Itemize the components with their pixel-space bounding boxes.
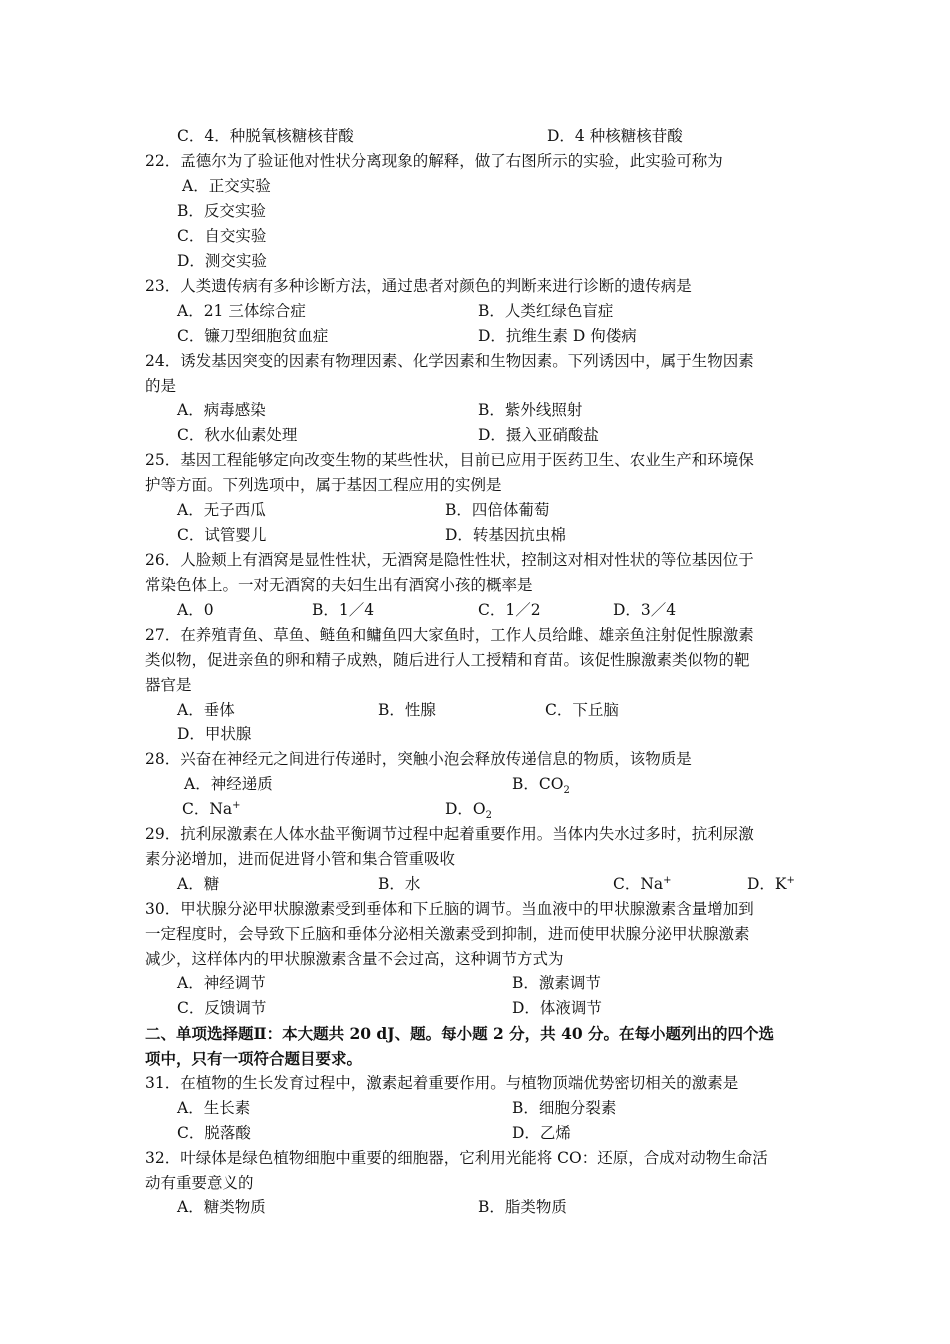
q27-option-b: B．性腺	[378, 701, 436, 719]
q26-option-b: B．1／4	[312, 601, 375, 619]
q30-option-c: C．反馈调节	[177, 999, 267, 1017]
q21-option-c: C．4．种脱氧核糖核苷酸	[177, 127, 354, 145]
q23-option-c: C．镰刀型细胞贫血症	[177, 327, 329, 345]
q29-stem-line1: 29．抗利尿激素在人体水盐平衡调节过程中起着重要作用。当体内失水过多时，抗利尿激	[145, 825, 754, 843]
q29-option-b: B．水	[378, 875, 421, 893]
q24-stem-line1: 24．诱发基因突变的因素有物理因素、化学因素和生物因素。下列诱因中，属于生物因素	[145, 352, 754, 370]
q24-stem-line2: 的是	[145, 377, 177, 395]
q26-option-d: D．3／4	[613, 601, 677, 619]
q26-option-a: A．0	[177, 601, 214, 619]
q25-stem-line2: 护等方面。下列选项中，属于基因工程应用的实例是	[145, 476, 502, 494]
q29-option-d: D．K+	[747, 874, 795, 893]
q30-option-b: B．激素调节	[512, 974, 601, 992]
q25-option-d: D．转基因抗虫棉	[445, 526, 566, 544]
q32-stem-line1: 32．叶绿体是绿色植物细胞中重要的细胞器，它利用光能将 CO：还原，合成对动物生命活	[145, 1149, 768, 1167]
q24-option-b: B．紫外线照射	[478, 401, 583, 419]
q22-option-c: C．自交实验	[177, 227, 267, 245]
q23-option-d: D．抗维生素 D 佝偻病	[478, 327, 637, 345]
q30-stem-line1: 30．甲状腺分泌甲状腺激素受到垂体和下丘脑的调节。当血液中的甲状腺激素含量增加到	[145, 900, 754, 918]
q22-stem: 22．孟德尔为了验证他对性状分离现象的解释，做了右图所示的实验，此实验可称为	[145, 152, 723, 170]
q25-option-c: C．试管婴儿	[177, 526, 267, 544]
q27-option-a: A．垂体	[177, 701, 235, 719]
q31-option-d: D．乙烯	[512, 1124, 571, 1142]
q28-option-b: B．$CO_2$	[512, 775, 570, 797]
q30-option-d: D．体液调节	[512, 999, 602, 1017]
q30-stem-line2: 一定程度时，会导致下丘脑和垂体分泌相关激素受到抑制，进而使甲状腺分泌甲状腺激素	[145, 925, 750, 943]
q27-stem-line3: 器官是	[145, 676, 192, 694]
q28-option-a: A．神经递质	[184, 775, 273, 793]
q22-option-b: B．反交实验	[177, 202, 266, 220]
q31-option-b: B．细胞分裂素	[512, 1099, 617, 1117]
q28-option-d: D．$O_2$	[445, 800, 493, 822]
q27-stem-line1: 27．在养殖青鱼、草鱼、鲢鱼和鳙鱼四大家鱼时，工作人员给雌、雄亲鱼注射促性腺激素	[145, 626, 754, 644]
q31-stem: 31．在植物的生长发育过程中，激素起着重要作用。与植物顶端优势密切相关的激素是	[145, 1074, 739, 1092]
q27-option-d: D．甲状腺	[177, 725, 252, 743]
q26-stem-line2: 常染色体上。一对无酒窝的夫妇生出有酒窝小孩的概率是	[145, 576, 533, 594]
q21-option-d: D．4 种核糖核苷酸	[547, 127, 683, 145]
q31-option-c: C．脱落酸	[177, 1124, 251, 1142]
q32-option-a: A．糖类物质	[177, 1198, 266, 1216]
q26-stem-line1: 26．人脸颊上有酒窝是显性性状，无酒窝是隐性性状，控制这对相对性状的等位基因位于	[145, 551, 754, 569]
q25-option-b: B．四倍体葡萄	[445, 501, 550, 519]
q22-option-d: D．测交实验	[177, 252, 267, 270]
q30-option-a: A．神经调节	[177, 974, 266, 992]
q25-option-a: A．无子西瓜	[177, 501, 266, 519]
q23-stem: 23．人类遗传病有多种诊断方法，通过患者对颜色的判断来进行诊断的遗传病是	[145, 277, 692, 295]
q32-option-b: B．脂类物质	[478, 1198, 567, 1216]
q24-option-c: C．秋水仙素处理	[177, 426, 298, 444]
q28-option-c: C．Na+	[182, 799, 241, 818]
q29-option-a: A．糖	[177, 875, 220, 893]
q30-stem-line3: 减少，这样体内的甲状腺激素含量不会过高，这种调节方式为	[145, 950, 564, 968]
q29-option-c: C．Na+	[613, 874, 672, 893]
section-2-heading-line2: 项中，只有一项符合题目要求。	[145, 1049, 363, 1068]
q24-option-d: D．摄入亚硝酸盐	[478, 426, 599, 444]
q27-stem-line2: 类似物，促进亲鱼的卵和精子成熟，随后进行人工授精和育苗。该促性腺激素类似物的靶	[145, 651, 750, 669]
q23-option-b: B．人类红绿色盲症	[478, 302, 614, 320]
q26-option-c: C．1／2	[478, 601, 541, 619]
q25-stem-line1: 25．基因工程能够定向改变生物的某些性状，目前已应用于医药卫生、农业生产和环境保	[145, 451, 754, 469]
q32-stem-line2: 动有重要意义的	[145, 1174, 254, 1192]
q28-stem: 28．兴奋在神经元之间进行传递时，突触小泡会释放传递信息的物质，该物质是	[145, 750, 692, 768]
q23-option-a: A．21 三体综合症	[177, 302, 306, 320]
q31-option-a: A．生长素	[177, 1099, 251, 1117]
q22-option-a: A．正交实验	[182, 177, 271, 195]
q29-stem-line2: 素分泌增加，进而促进肾小管和集合管重吸收	[145, 850, 456, 868]
q24-option-a: A．病毒感染	[177, 401, 266, 419]
q27-option-c: C．下丘脑	[545, 701, 619, 719]
section-2-heading-line1: 二、单项选择题Ⅱ：本大题共 20 dJ、题。每小题 2 分，共 40 分。在每小题列出的四个选	[145, 1024, 775, 1043]
